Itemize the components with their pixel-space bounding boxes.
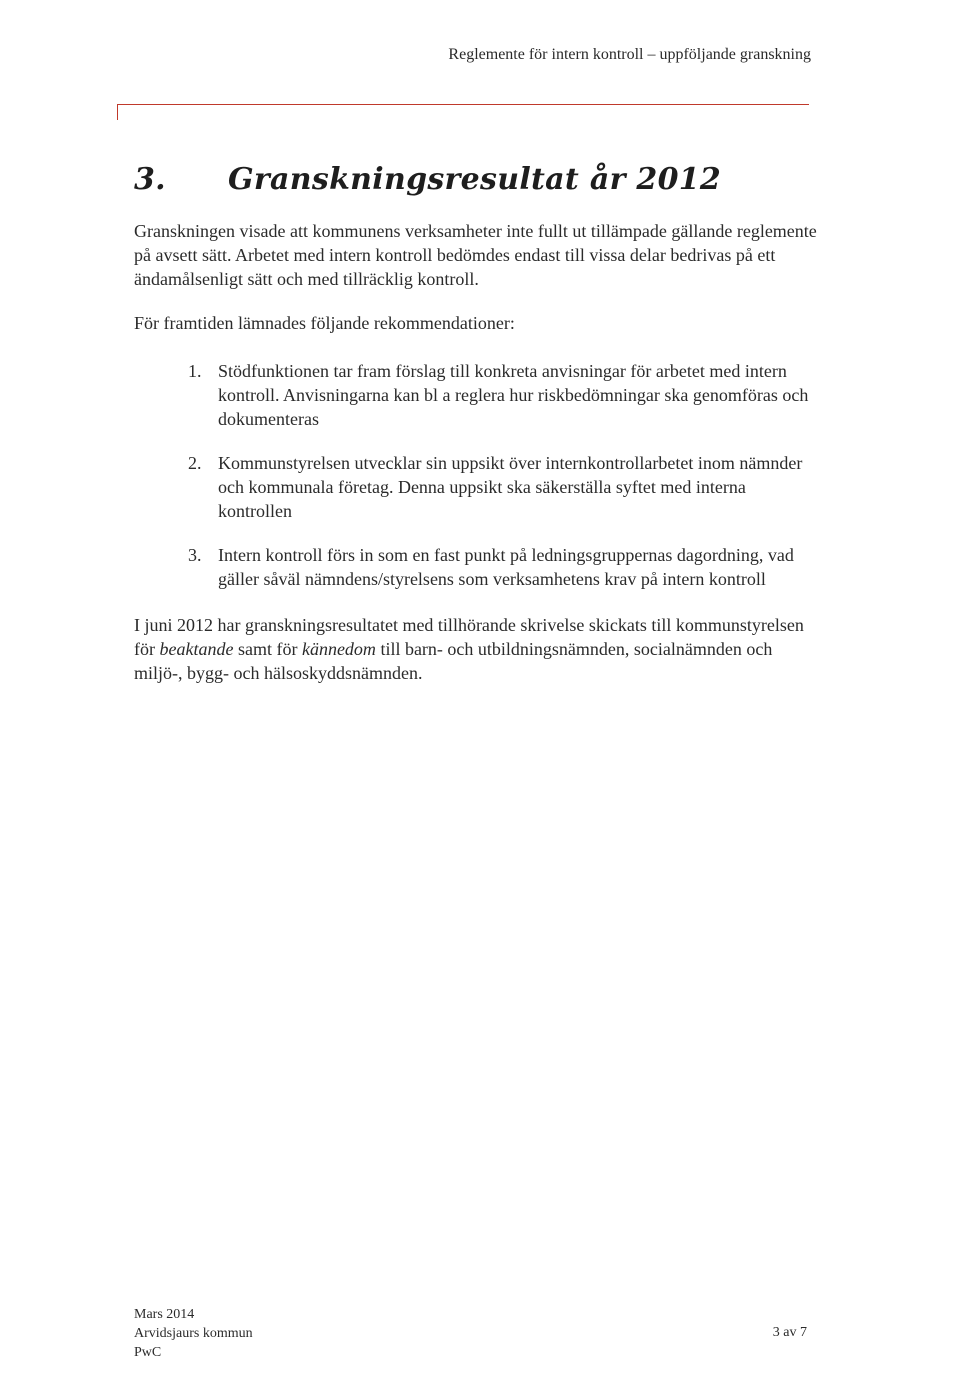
list-item-number: 1. (188, 361, 202, 381)
section-title: Granskningsresultat år 2012 (228, 162, 722, 197)
closing-text-part2: samt för (233, 639, 302, 659)
list-item (134, 543, 824, 591)
closing-text-part1: I juni 2012 har granskningsresultatet med tillhörande skrivelse skickats till kommunstyrelsen för (134, 615, 804, 659)
list-item (134, 451, 824, 523)
page-number: 3 av 7 (772, 1325, 807, 1340)
recommendations-intro: För framtiden lämnades följande rekommendationer: (134, 313, 515, 333)
section-heading (134, 162, 721, 197)
list-item-text: Kommunstyrelsen utvecklar sin uppsikt över internkontrollarbetet inom nämnder och kommunala företag. Denna uppsikt ska säkerställa syftet med interna kontrollen (218, 453, 803, 521)
header-divider (117, 104, 809, 105)
closing-italic-kannedom: kännedom (301, 639, 376, 659)
main-content (134, 219, 824, 685)
recommendations-list (134, 359, 824, 591)
closing-paragraph (134, 613, 824, 685)
header-divider-tick (117, 104, 118, 120)
footer-info (134, 1305, 253, 1362)
footer-date: Mars 2014 (134, 1307, 195, 1322)
footer-company: PwC (134, 1345, 162, 1360)
list-item (134, 359, 824, 431)
list-item-number: 2. (188, 453, 202, 473)
list-item-number: 3. (188, 545, 202, 565)
list-item-text: Stödfunktionen tar fram förslag till konkreta anvisningar för arbetet med intern kontroll. Anvisningarna kan bl a reglera hur riskbedömningar ska genomföras och dokumenteras (218, 361, 809, 429)
closing-italic-beaktande: beaktande (159, 639, 234, 659)
closing-text-part3: till barn- och utbildningsnämnden, socialnämnden och miljö-, bygg- och hälsoskyddsnämnden. (134, 639, 773, 683)
page-header-title: Reglemente för intern kontroll – uppföljande granskning (448, 46, 811, 63)
list-item-text: Intern kontroll förs in som en fast punkt på ledningsgruppernas dagordning, vad gäller såväl nämndens/styrelsens som verksamhetens krav på intern kontroll (218, 545, 794, 589)
findings-paragraph: Granskningen visade att kommunens verksamheter inte fullt ut tillämpade gällande reglemente på avsett sätt. Arbetet med intern kontroll bedömdes endast till vissa delar bedrivas på ett ändamålsenligt sätt och med tillräcklig kontroll. (134, 221, 817, 289)
section-number: 3. (134, 162, 166, 197)
footer-organization: Arvidsjaurs kommun (134, 1326, 253, 1341)
